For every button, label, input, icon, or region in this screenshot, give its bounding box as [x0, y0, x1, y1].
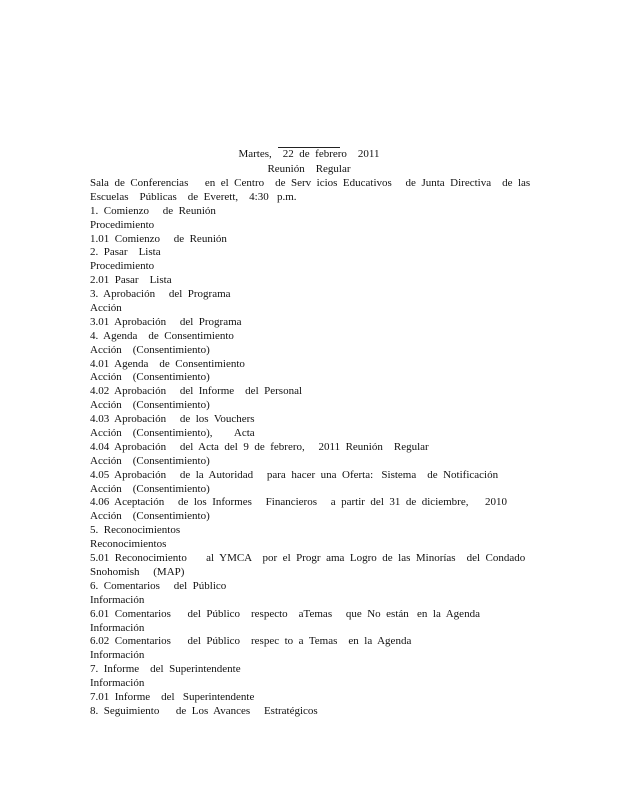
agenda-line: 4.04 Aprobación del Acta del 9 de febrero, 2011 Reunión Regular — [90, 440, 429, 453]
agenda-line: Snohomish (MAP) — [90, 565, 185, 578]
agenda-line: 7. Informe del Superintendente — [90, 663, 241, 676]
agenda-line: Acción (Consentimiento) — [90, 399, 210, 412]
agenda-line: 4.06 Aceptación de los Informes Financieros a partir del 31 de diciembre, 2010 — [90, 496, 507, 509]
agenda-line: Información — [90, 593, 145, 606]
agenda-line: 6. Comentarios del Público — [90, 579, 227, 592]
agenda-line: Acción (Consentimiento) — [90, 454, 210, 467]
agenda-line: Acción (Consentimiento) — [90, 482, 210, 495]
agenda-line: 6.02 Comentarios del Público respec to a Temas en la Agenda — [90, 635, 412, 648]
agenda-line: Acción (Consentimiento) — [90, 343, 210, 356]
agenda-line: Información — [90, 621, 145, 634]
agenda-body — [90, 177, 531, 719]
agenda-line: Información — [90, 677, 145, 690]
agenda-line: 2.01 Pasar Lista — [90, 274, 172, 287]
agenda-line: 6.01 Comentarios del Público respecto aTemas que No están en la Agenda — [90, 607, 480, 620]
meeting-type: Reunión Regular — [267, 163, 351, 175]
agenda-line: Acción (Consentimiento) — [90, 371, 210, 384]
agenda-line: 7.01 Informe del Superintendente — [90, 690, 255, 703]
agenda-line: Escuelas Públicas de Everett, 4:30 p.m. — [90, 190, 297, 203]
agenda-line: Acción — [90, 302, 122, 315]
agenda-line: Procedimiento — [90, 218, 155, 231]
agenda-line: 1. Comienzo de Reunión — [90, 204, 216, 217]
agenda-line: 3. Aprobación del Programa — [90, 288, 231, 301]
meeting-date: Martes, 22 de febrero 2011 — [238, 148, 380, 160]
agenda-line: 4. Agenda de Consentimiento — [90, 329, 234, 342]
agenda-line: Información — [90, 649, 145, 662]
agenda-line: 4.01 Agenda de Consentimiento — [90, 357, 245, 370]
agenda-line: Sala de Conferencias en el Centro de Serv icios Educativos de Junta Directiva de las — [90, 177, 531, 189]
agenda-line: 4.03 Aprobación de los Vouchers — [90, 413, 255, 426]
agenda-line: 5. Reconocimientos — [90, 524, 181, 537]
agenda-line: 4.05 Aprobación de la Autoridad para hacer una Oferta: Sistema de Notificación — [90, 468, 499, 481]
agenda-line: Reconocimientos — [90, 538, 167, 551]
agenda-line: 1.01 Comienzo de Reunión — [90, 232, 227, 245]
agenda-line: Procedimiento — [90, 260, 155, 273]
agenda-line: 4.02 Aprobación del Informe del Personal — [90, 385, 303, 398]
agenda-line: Acción (Consentimiento), Acta — [90, 427, 255, 440]
agenda-line: 8. Seguimiento de Los Avances Estratégicos — [90, 704, 318, 717]
agenda-line: Acción (Consentimiento) — [90, 510, 210, 523]
agenda-line: 5.01 Reconocimiento al YMCA por el Progr ama Logro de las Minorías del Condado — [90, 552, 526, 565]
agenda-line: 2. Pasar Lista — [90, 246, 161, 259]
agenda-line: 3.01 Aprobación del Programa — [90, 315, 242, 328]
